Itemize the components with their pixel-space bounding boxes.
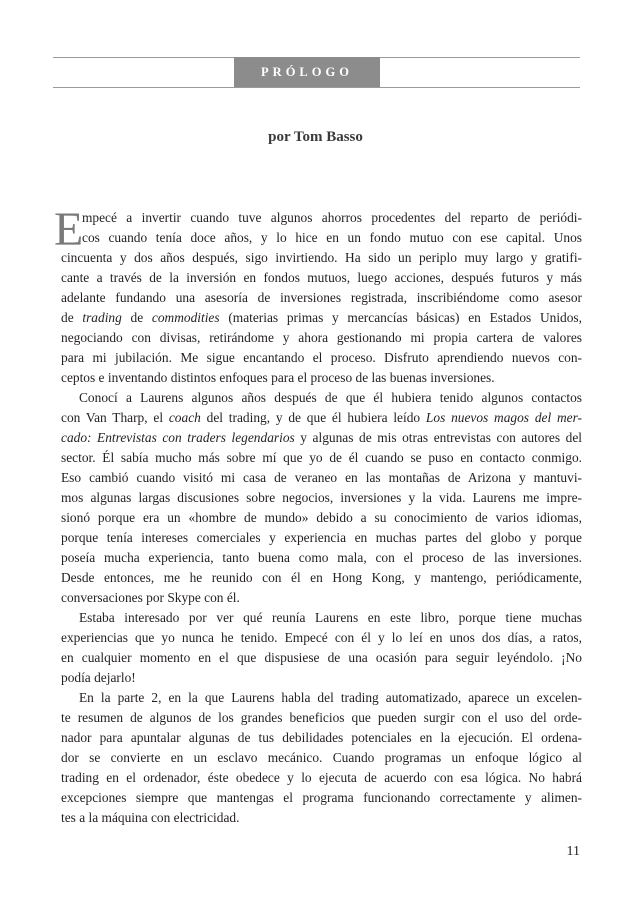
text-line: Estaba interesado por ver qué reunía Laurens en este libro, porque tiene muchas [79, 610, 582, 625]
text-line: ceptos e inventando distintos enfoques para el proceso de las buenas inversiones. [61, 370, 495, 385]
text-line: poseía mucha experiencia, tanto buena como mala, con el proceso de las inversiones. [61, 550, 582, 565]
text-line: de trading de commodities (materias primas y mercancías básicas) en Estados Unidos, [61, 310, 582, 325]
text-line: nador para apuntalar algunas de tus debilidades potenciales en la ejecución. El ordena- [61, 730, 582, 745]
text-line: para mi jubilación. Me sigue encantando el proceso. Disfruto aprendiendo nuevos con- [61, 350, 582, 365]
paragraph [61, 688, 582, 828]
italic-text: trading [82, 310, 122, 325]
text-line: En la parte 2, en la que Laurens habla del trading automatizado, aparece un excelen- [79, 690, 582, 705]
chapter-banner [234, 57, 380, 87]
text-line: experiencias que yo nunca he tenido. Empecé con él y lo leí en unos dos días, a ratos, [61, 630, 582, 645]
text-line: sionó porque era un «hombre de mundo» debido a su conocimiento de varios idiomas, [61, 510, 582, 525]
italic-text: commodities [151, 310, 220, 325]
text-line: conversaciones por Skype con él. [61, 590, 240, 605]
text-line: adelante fundando una asesoría de inversiones registrada, inscribiéndome como asesor [61, 290, 582, 305]
text-line: mpecé a invertir cuando tuve algunos ahorros procedentes del reparto de periódi- [82, 210, 582, 225]
italic-text: coach [168, 410, 201, 425]
text-line: te resumen de algunos de los grandes beneficios que pueden surgir con el uso del orde- [61, 710, 582, 725]
text-line: Eso cambió cuando visitó mi casa de veraneo en las montañas de Arizona y mantuvi- [61, 470, 582, 485]
text-line: con Van Tharp, el coach del trading, y de que él hubiera leído Los nuevos magos del mer- [61, 410, 582, 425]
italic-text: cado: Entrevistas con traders legendarios [61, 430, 295, 445]
page-number: 11 [566, 844, 580, 859]
text-line: trading en el ordenador, éste obedece y lo ejecuta de acuerdo con esa lógica. No habrá [61, 770, 582, 785]
text-line: tes a la máquina con electricidad. [61, 810, 240, 825]
italic-text: Los nuevos magos del mer- [425, 410, 582, 425]
drop-cap: E [54, 203, 84, 256]
text-line: porque tenía intereses comerciales y experiencia en muchas partes del globo y porque [61, 530, 582, 545]
paragraph [61, 208, 582, 388]
text-line: cante a través de la inversión en fondos mutuos, luego acciones, después futuros y más [61, 270, 582, 285]
text-line: sector. Él sabía mucho más sobre mí que yo de él cuando se puso en contacto conmigo. [61, 450, 582, 465]
author-byline: por Tom Basso [268, 129, 363, 145]
text-line: excepciones siempre que mantengas el programa funcionando correctamente y alimen- [61, 790, 582, 805]
text-line: negociando con divisas, retirándome y ahora gestionando mi propia cartera de valores [61, 330, 582, 345]
body-text [61, 208, 582, 828]
text-line: cado: Entrevistas con traders legendarios y algunas de mis otras entrevistas con autores del [61, 430, 582, 445]
text-line: dor se convierte en un esclavo mecánico. Cuando programas un enfoque lógico al [61, 750, 582, 765]
text-line: cincuenta y dos años después, sigo invirtiendo. Ha sido un periplo muy largo y gratifi- [61, 250, 582, 265]
text-line: cos cuando tenía doce años, y lo hice en un fondo mutuo con ese capital. Unos [82, 230, 582, 245]
header-rule-bottom [53, 87, 580, 88]
text-line: Conocí a Laurens algunos años después de que él hubiera tenido algunos contactos [79, 390, 582, 405]
chapter-title: PRÓLOGO [261, 64, 353, 79]
text-line: mos algunas largas discusiones sobre negocios, inversiones y la vida. Laurens me impre- [61, 490, 582, 505]
paragraph [61, 608, 582, 688]
text-line: en cualquier momento en el que dispusiese de una ocasión para seguir leyéndolo. ¡No [61, 650, 582, 665]
text-line: podía dejarlo! [61, 670, 136, 685]
text-line: Desde entonces, me he reunido con él en Hong Kong, y mantengo, periódicamente, [61, 570, 582, 585]
paragraph [61, 388, 582, 608]
